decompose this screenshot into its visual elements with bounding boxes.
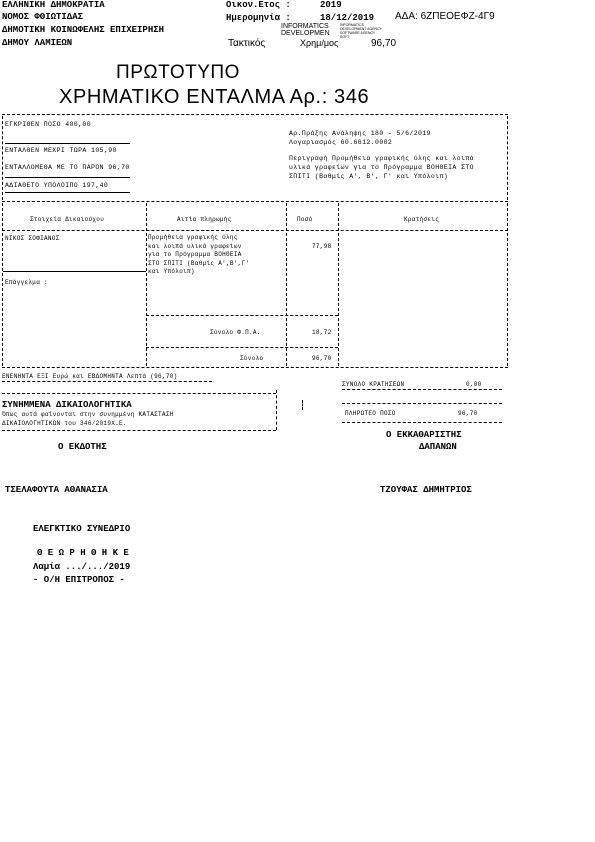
budget-divider-2 — [5, 177, 130, 178]
issued-to-date: ΕΝΤΑΛΘΕΝ ΜΕΧΡΙ ΤΩΡΑ 105,90 — [5, 147, 117, 154]
original-label: ΠΡΩΤΟΤΥΠΟ — [116, 62, 240, 83]
line-amount: 77,98 — [312, 243, 332, 250]
date-label: Ημερομηνία : — [226, 13, 291, 23]
issuer-title: Ο ΕΚΔΟΤΗΣ — [58, 442, 107, 452]
payable-top-rule — [342, 403, 502, 404]
description-line-2: υλικά γραφείων για το Πρόγραμμα ΒΟΗΘΕΙΑ ΣΤΟ — [289, 164, 474, 171]
docs-right-rule — [276, 390, 277, 430]
logo-small-4: SOFT — [340, 35, 350, 39]
vat-label: Σύνολο Φ.Π.Α. — [210, 329, 261, 336]
audit-line-3: Λαμία .../.../2019 — [33, 562, 131, 572]
payment-reason — [148, 234, 249, 277]
table-col-rule-4 — [507, 203, 508, 366]
table-top-rule — [2, 201, 508, 202]
approver-name: ΤΖΟΥΦΑΣ ΔΗΜΗΤΡΙΟΣ — [380, 485, 472, 495]
enterprise-label: ΔΗΜΟΤΙΚΗ ΚΟΙΝΩΦΕΛΗΣ ΕΠΙΧΕΙΡΗΣΗ — [2, 25, 165, 35]
audit-line-1: ΕΛΕΓΚΤΙΚΟ ΣΥΝΕΔΡΙΟ — [33, 524, 131, 534]
docs-bottom-rule — [2, 430, 276, 431]
approved-amount: ΕΓΚΡΙΘΕΝ ΠΟΣΟ 400,00 — [5, 121, 92, 128]
deductions-rule — [342, 389, 502, 390]
audit-line-4: - Ο/Η ΕΠΙΤΡΟΠΟΣ - — [33, 575, 125, 585]
reason-line: και λοιπά υλικά γραφείων — [148, 242, 242, 250]
beneficiary-divider — [3, 271, 146, 272]
municipality-label: ΔΗΜΟΥ ΛΑΜΙΕΩΝ — [2, 38, 73, 48]
total-amount: 96,70 — [312, 355, 332, 362]
approver-title-2: ΔΑΠΑΝΩΝ — [419, 442, 457, 452]
logo-line-2: DEVELOPMEN — [281, 30, 330, 37]
logo-watermark-text — [281, 23, 330, 37]
reason-line: ΣΤΟ ΣΠΙΤΙ (Βαθμίς Α',Β',Γ' — [148, 259, 250, 267]
logo-small-text — [340, 23, 382, 39]
document-title: ΧΡΗΜΑΤΙΚΟ ΕΝΤΑΛΜΑ Αρ.: 346 — [59, 86, 370, 108]
logo-small-1: INFORMATICS — [340, 23, 364, 27]
docs-line-2: ΔΙΚΑΙΟΛΟΓΗΤΙΚΩΝ του 346/2019Χ.Ε. — [2, 420, 127, 427]
remaining-balance: ΑΔΙΑΘΕΤΟ ΥΠΟΛΟΙΠΟ 197,40 — [5, 182, 109, 189]
total-label: Σύνολο — [240, 355, 264, 362]
table-header-bottom-rule — [2, 230, 508, 231]
profession-label: Επάγγελμα : — [5, 279, 48, 286]
total-top-rule — [146, 347, 338, 348]
tactical-amount: 96,70 — [371, 38, 397, 49]
approver-title-1: Ο ΕΚΚΑΘΑΡΙΣΤΗΣ — [386, 430, 462, 440]
date-value: 18/12/2019 — [320, 13, 375, 23]
table-col-rule-0 — [2, 203, 3, 366]
budget-right-rule — [507, 116, 508, 200]
beneficiary-name: ΝΙΚΟΣ ΣΟΦΙΑΝΟΣ — [5, 235, 60, 242]
header-amount: Ποσό — [297, 216, 313, 223]
account-code: Λογαριασμός 60.6612.0002 — [289, 139, 393, 146]
description-line-3: ΣΠΙΤΙ (Βαθμίς Α', Β', Γ' και Υπόλοιπ) — [289, 173, 449, 180]
prefecture-label: ΝΟΜΟΣ ΦΘΙΩΤΙΔΑΣ — [2, 12, 84, 22]
header-beneficiary: Στοιχεία Δικαιούχου — [30, 216, 105, 223]
deductions-amount: 0,00 — [466, 381, 482, 388]
payable-amount: 96,70 — [458, 410, 478, 417]
docs-title: ΣΥΝΗΜΜΕΝΑ ΔΙΚΑΙΟΛΟΓΗΤΙΚΑ — [2, 400, 132, 410]
table-col-rule-2 — [286, 203, 287, 366]
reason-line: Προμήθεια γραφικής ύλης — [148, 234, 238, 241]
header-reason: Αιτία πληρωμής — [177, 216, 232, 223]
payable-bottom-rule — [342, 422, 502, 423]
table-col-rule-3 — [338, 203, 339, 366]
deductions-label: ΣΥΝΟΛΟ ΚΡΑΤΗΣΕΩΝ — [342, 381, 405, 388]
vat-amount: 18,72 — [312, 329, 332, 336]
fiscal-year-label: Οικον.Ετος : — [226, 0, 291, 10]
tactical-label-2: Χρημ/μος — [300, 38, 339, 48]
issuer-name: ΤΣΕΛΑΦΟΥΤΑ ΑΘΑΝΑΣΙΑ — [5, 485, 108, 495]
reason-line: για το Πρόγραμμα ΒΟΗΘΕΙΑ — [148, 251, 242, 259]
logo-small-3: SOFTWARE AGENCY — [340, 31, 376, 35]
description-line-1: Περιγραφή Προμήθεια γραφικής ύλης και λοιπά — [289, 155, 474, 162]
mid-tick-rule — [302, 400, 303, 410]
header-deductions: Κρατήσεις — [404, 216, 440, 223]
issued-now: ΕΝΤΑΛΛΟΜΕΘΑ ΜΕ ΤΟ ΠΑΡΟΝ 96,70 — [5, 164, 130, 171]
amount-in-words: ΕΝΕΝΗΝΤΑ ΕΞΙ Ευρώ και ΕΒΔΟΜΗΝΤΑ Λεπτά (96,70) — [2, 373, 178, 380]
audit-line-2: Θ Ε Ω Ρ Η Θ Η Κ Ε — [37, 548, 129, 558]
payable-label: ΠΛΗΡΩΤΕΟ ΠΟΣΟ — [345, 410, 396, 417]
docs-line-1: Όπως αυτά φαίνονται στην συνημμένη ΚΑΤΑΣΤΑΣΗ — [2, 411, 174, 418]
amount-words-rule — [2, 381, 212, 382]
vat-top-rule — [146, 315, 338, 316]
logo-small-2: DEVELOPMENT AGENCY — [340, 27, 382, 31]
reason-line: και Υπόλοιπ) — [148, 268, 195, 276]
docs-top-rule — [2, 393, 276, 394]
country-label: ΕΛΛΗΝΙΚΗ ΔΗΜΟΚΡΑΤΙΑ — [2, 0, 105, 10]
budget-top-rule — [2, 114, 508, 115]
budget-divider-1 — [5, 143, 130, 144]
table-bottom-rule — [2, 367, 508, 368]
table-col-rule-1 — [146, 203, 147, 366]
tactical-label: Τακτικός — [228, 38, 266, 49]
logo-line-1: INFORMATICS — [281, 23, 329, 30]
fiscal-year-value: 2019 — [320, 0, 342, 10]
budget-left-rule — [2, 116, 3, 200]
budget-divider-3 — [5, 192, 130, 193]
commitment-act: Αρ.Πράξης Ανάληψης 180 - 5/6/2019 — [289, 130, 431, 137]
ada-code: ΑΔΑ: 6ΖΠΕΟΕΦΖ-4Γ9 — [395, 11, 495, 22]
